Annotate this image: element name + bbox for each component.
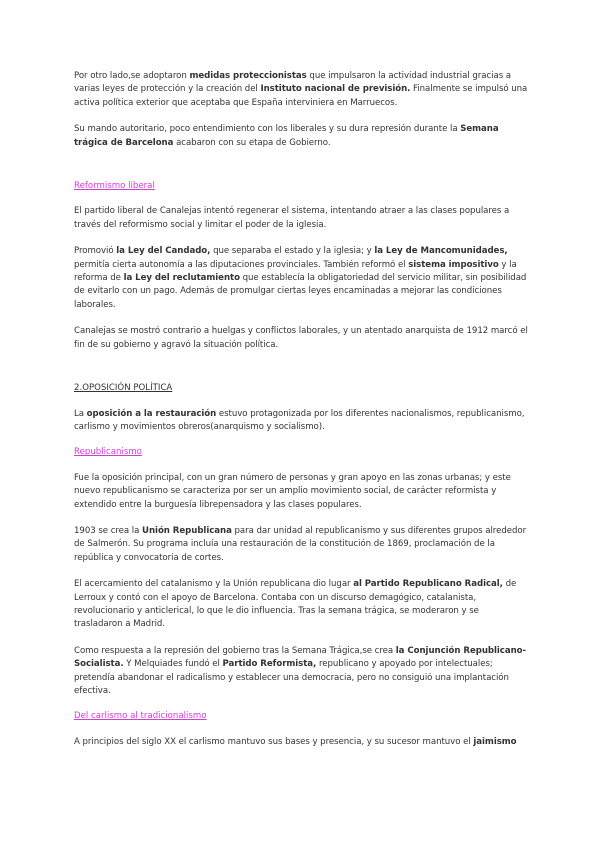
bold-term: al Partido Republicano Radical, (353, 579, 503, 590)
heading-republicanismo[interactable]: Republicanismo (74, 447, 142, 458)
text: permitía cierta autonomía a las diputaciones provinciales. También reformó el (74, 259, 409, 270)
text: estuvo protagonizada por los diferentes nacionalismos, republicanismo, carlismo y movimientos obreros(anarquismo y socialismo). (74, 408, 525, 432)
text: que impulsaron la actividad industrial gracias a varias leyes de protección y la creación del (74, 71, 512, 95)
text: El acercamiento del catalanismo y la Unión republicana dio lugar (74, 579, 354, 590)
text: republicano y apoyado por intelectuales; pretendía abandonar el radicalismo y establecer una democracia, pero no consiguió una implantación efectiva. (74, 659, 509, 696)
text: Por otro lado,se adoptaron (74, 71, 190, 81)
paragraph-oposicion (74, 408, 530, 435)
heading-carlismo[interactable]: Del carlismo al tradicionalismo (74, 711, 207, 722)
text: Promovió (74, 246, 117, 257)
text: 1903 se crea la (74, 525, 143, 536)
text: La (74, 408, 87, 419)
bold-term: Semana trágica de Barcelona (74, 124, 499, 148)
bold-term: sistema impositivo (408, 259, 499, 270)
text: que establecía la obligatoriedad del servicio militar, sin posibilidad de evitarlo con un pago. Además de promulgar ciertas leyes encaminadas a mejorar las condiciones laborales. (74, 273, 527, 310)
paragraph-proteccionismo (74, 70, 530, 110)
text: Su mando autoritario, poco entendimiento con los liberales y su dura represión durante la (74, 124, 461, 135)
text: Como respuesta a la represión del gobierno tras la Semana Trágica,se crea (74, 645, 396, 656)
text: A principios del siglo XX el carlismo mantuvo sus bases y presencia, y su sucesor mantuvo el (74, 736, 474, 747)
text: para dar unidad al republicanismo y sus diferentes grupos alrededor de Salmerón. Su programa incluía una restauración de la constitución de 1869, proclamación de la república y convocatoria de cortes. (74, 525, 527, 563)
paragraph-partido-radical (74, 578, 530, 632)
paragraph-union-republicana (74, 525, 530, 565)
paragraph-canalejas: El partido liberal de Canalejas intentó regenerar el sistema, intentando atraer a las clases populares a través del reformismo social y limitar el poder de la iglesia. (74, 206, 510, 230)
bold-term: oposición a la restauración (86, 408, 217, 419)
paragraph-jaimismo (74, 736, 530, 749)
text: acabaron con su etapa de Gobierno. (173, 137, 331, 148)
bold-term: jaimismo (473, 736, 517, 747)
paragraph-promovio (74, 245, 530, 312)
bold-term: Partido Reformista, (222, 659, 317, 670)
paragraph-fin-gobierno: Canalejas se mostró contrario a huelgas y conflictos laborales, y un atentado anarquista de 1912 marcó el fin de su gobierno y agravó la situación política. (74, 326, 528, 350)
text: que separaba el estado y la iglesia; y (210, 246, 375, 257)
bold-term: la Conjunción Republicano-Socialista. (74, 645, 527, 670)
bold-term: Instituto nacional de previsión. (260, 84, 411, 95)
bold-term: la Ley de Mancomunidades, (374, 246, 508, 257)
paragraph-mando-autoritario (74, 123, 530, 150)
heading-reformismo-liberal[interactable]: Reformismo liberal (74, 181, 155, 192)
heading-oposicion-politica: 2.OPOSICIÓN POLÍTICA (74, 383, 173, 394)
text: y la reforma de (74, 259, 517, 284)
text: Y Melquiades fundó el (123, 659, 223, 670)
bold-term: medidas proteccionistas (189, 71, 307, 81)
text: Finalmente se impulsó una activa política exterior que aceptaba que España interviniera en Marruecos. (74, 84, 528, 108)
bold-term: la Ley del Candado, (116, 246, 211, 257)
paragraph-oposicion-principal: Fue la oposición principal, con un gran número de personas y gran apoyo en las zonas urbanas; y este nuevo republicanismo se caracteriza por ser un amplio movimiento social, de carácter reformista y extendido entre la burguesía librepensadora y las clases populares. (74, 472, 511, 510)
text: de Lerroux y contó con el apoyo de Barcelona. Contaba con un discurso demagógico, catalanista, revolucionario y anticlerical, lo que le dio influencia. Tras la semana trágica, se moderaron y se trasladaron a Madrid. (74, 579, 517, 630)
bold-term: la Ley del reclutamiento (123, 273, 240, 284)
bold-term: Unión Republicana (142, 525, 232, 536)
document-page (74, 70, 530, 749)
paragraph-conjuncion (74, 645, 530, 699)
